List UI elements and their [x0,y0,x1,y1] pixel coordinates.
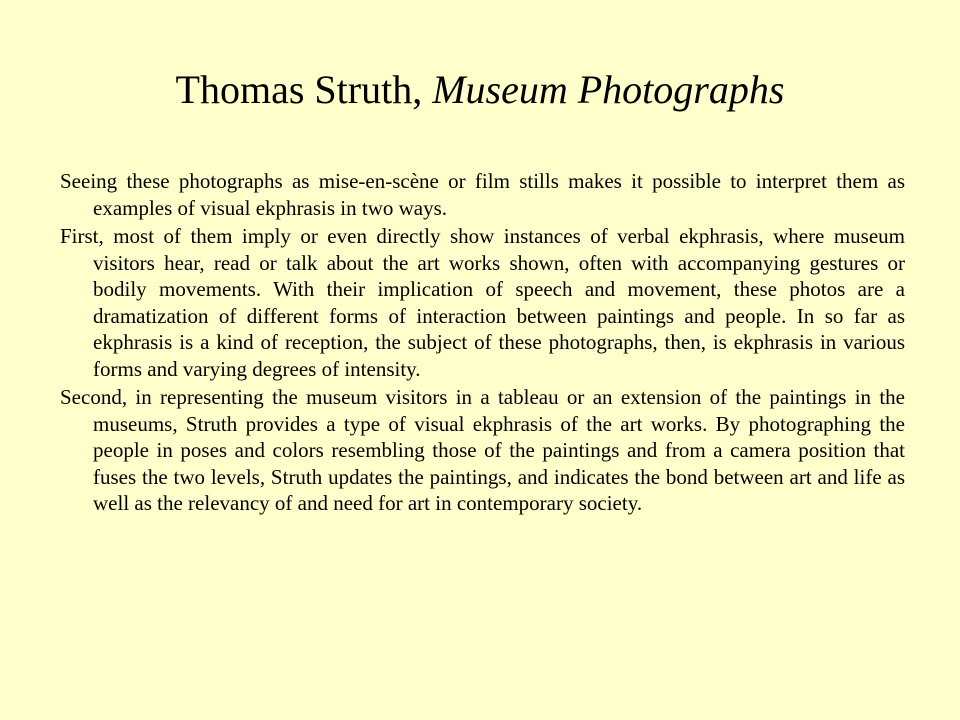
title-work: Museum Photographs [432,67,785,112]
body-paragraph-2: First, most of them imply or even directly show instances of verbal ekphrasis, where museum visitors hear, read or talk about the art works shown, often with accompanying gestures or bodily movements. With their implication of speech and movement, these photos are a dramatization of different forms of interaction between paintings and people. In so far as ekphrasis is a kind of reception, the subject of these photographs, then, is ekphrasis in various forms and varying degrees of intensity. [60,224,905,381]
slide-body [60,168,905,519]
slide-title [0,66,960,114]
title-author: Thomas Struth, [175,67,423,112]
body-paragraph-1: Seeing these photographs as mise-en-scène or film stills makes it possible to interpret them as examples of visual ekphrasis in two ways. [60,169,905,220]
body-paragraph-3: Second, in representing the museum visitors in a tableau or an extension of the paintings in the museums, Struth provides a type of visual ekphrasis of the art works. By photographing the people in poses and colors resembling those of the paintings and from a camera position that fuses the two levels, Struth updates the paintings, and indicates the bond between art and life as well as the relevancy of and need for art in contemporary society. [60,385,905,515]
